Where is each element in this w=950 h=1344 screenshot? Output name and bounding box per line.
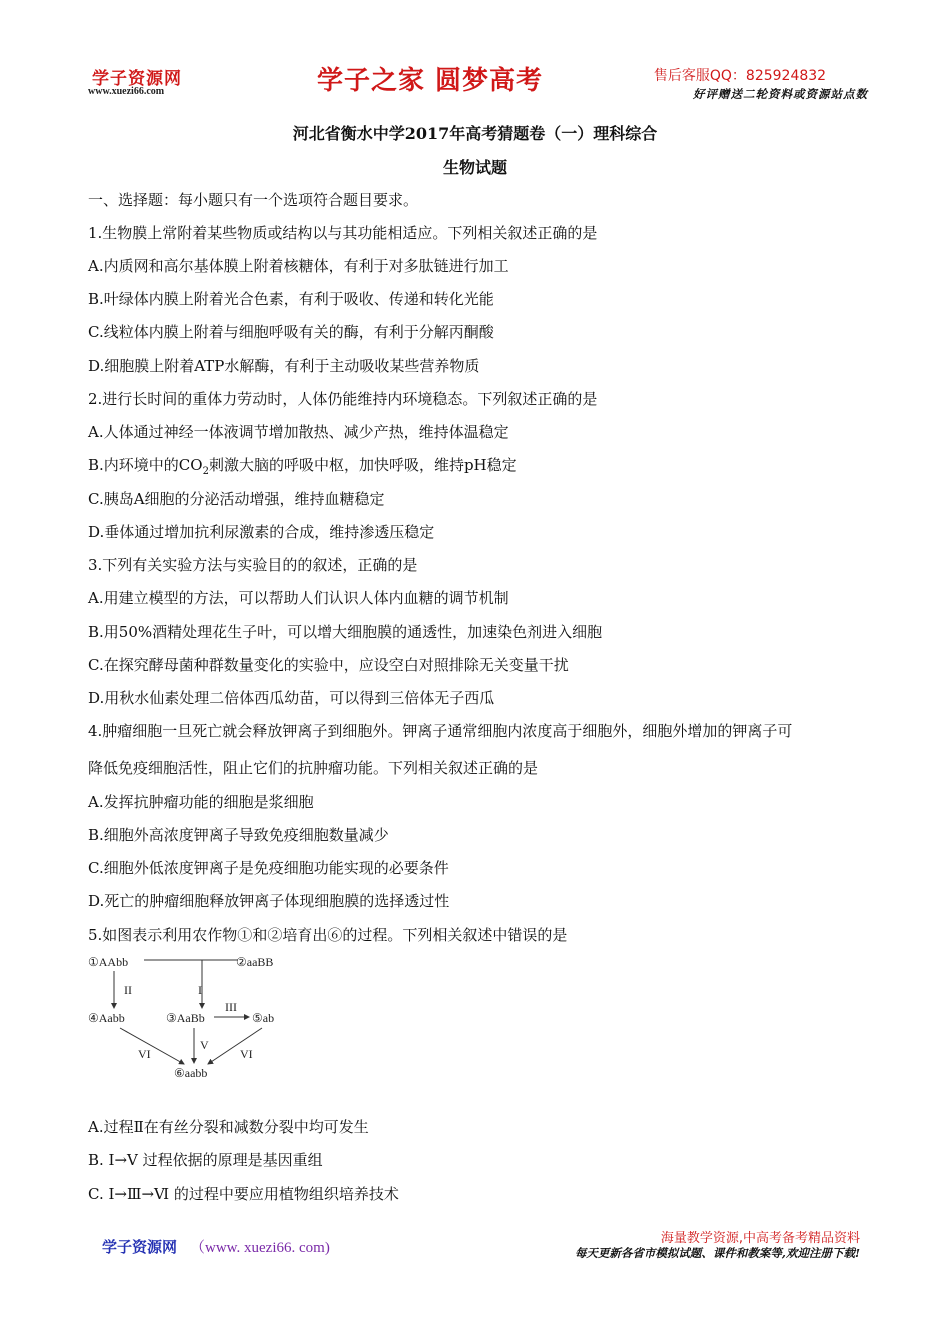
q2-option-d: D.垂体通过增加抗利尿激素的合成，维持渗透压稳定 — [88, 523, 435, 541]
q3-stem: 3.下列有关实验方法与实验目的的叙述，正确的是 — [88, 556, 418, 574]
label-ii: II — [124, 983, 132, 997]
service-qq-text: 售后客服QQ：825924832 — [653, 68, 827, 84]
q2-stem: 2.进行长时间的重体力劳动时，人体仍能维持内环境稳态。下列叙述正确的是 — [88, 390, 598, 408]
node-5: ⑤ab — [252, 1011, 275, 1025]
q5-option-c: C. Ⅰ→Ⅲ→Ⅵ 的过程中要应用植物组织培养技术 — [88, 1185, 399, 1203]
site-logo-text[interactable]: 学子资源网 — [92, 69, 182, 89]
q2-option-c: C.胰岛A细胞的分泌活动增强，维持血糖稳定 — [88, 490, 385, 508]
node-6: ⑥aabb — [174, 1066, 208, 1080]
node-1: ①AAbb — [88, 955, 129, 969]
q2-option-b-pre: B.内环境中的CO — [88, 456, 203, 474]
q1-option-a: A.内质网和高尔基体膜上附着核糖体，有利于对多肽链进行加工 — [88, 257, 509, 275]
q2-option-b-post: 刺激大脑的呼吸中枢，加快呼吸，维持pH稳定 — [208, 456, 517, 474]
section-heading: 一、选择题：每小题只有一个选项符合题目要求。 — [88, 191, 419, 209]
q4-option-d: D.死亡的肿瘤细胞释放钾离子体现细胞膜的选择透过性 — [88, 892, 450, 910]
footer-promo-line2: 每天更新各省市模拟试题、课件和教案等,欢迎注册下载! — [574, 1246, 860, 1260]
document-title: 河北省衡水中学2017年高考猜题卷（一）理科综合 — [292, 124, 658, 143]
co2-subscript: 2 — [202, 466, 209, 477]
q4-option-b: B.细胞外高浓度钾离子导致免疫细胞数量减少 — [88, 826, 389, 844]
q5-stem: 5.如图表示利用农作物①和②培育出⑥的过程。下列相关叙述中错误的是 — [88, 926, 568, 944]
label-vi-left: VI — [138, 1047, 151, 1061]
footer-url-link[interactable]: （www. xuezi66. com) — [190, 1240, 330, 1256]
node-3: ③AaBb — [166, 1011, 205, 1025]
node-4: ④Aabb — [88, 1011, 125, 1025]
q2-option-b — [88, 454, 517, 477]
q1-option-c: C.线粒体内膜上附着与细胞呼吸有关的酶，有利于分解丙酮酸 — [88, 323, 494, 341]
q3-option-a: A.用建立模型的方法，可以帮助人们认识人体内血糖的调节机制 — [88, 589, 509, 607]
node-2: ②aaBB — [236, 955, 274, 969]
q4-stem-line1: 4.肿瘤细胞一旦死亡就会释放钾离子到细胞外。钾离子通常细胞内浓度高于细胞外，细胞外增加的钾离子可 — [88, 722, 793, 740]
q3-option-d: D.用秋水仙素处理二倍体西瓜幼苗，可以得到三倍体无子西瓜 — [88, 689, 495, 707]
footer-brand[interactable]: 学子资源网 — [102, 1238, 178, 1256]
q5-option-a: A.过程Ⅱ在有丝分裂和减数分裂中均可发生 — [88, 1118, 369, 1136]
site-logo-url[interactable]: www.xuezi66.com — [88, 86, 165, 97]
header-slogan: 好评赠送二轮资料或资源站点数 — [693, 87, 868, 101]
q3-option-c: C.在探究酵母菌种群数量变化的实验中，应设空白对照排除无关变量干扰 — [88, 656, 569, 674]
label-iii: III — [225, 1000, 237, 1014]
label-vi-right: VI — [240, 1047, 253, 1061]
q1-option-b: B.叶绿体内膜上附着光合色素，有利于吸收、传递和转化光能 — [88, 290, 494, 308]
center-banner-logo: 学子之家 圆梦高考 — [316, 66, 544, 96]
q3-option-b: B.用50%酒精处理花生子叶，可以增大细胞膜的通透性，加速染色剂进入细胞 — [88, 623, 603, 641]
document-subtitle: 生物试题 — [442, 158, 507, 177]
label-i: I — [198, 983, 202, 997]
q1-option-d: D.细胞膜上附着ATP水解酶，有利于主动吸收某些营养物质 — [88, 357, 480, 375]
q4-option-c: C.细胞外低浓度钾离子是免疫细胞功能实现的必要条件 — [88, 859, 449, 877]
breeding-process-diagram — [86, 950, 306, 1090]
label-v: V — [200, 1038, 209, 1052]
q1-stem: 1.生物膜上常附着某些物质或结构以与其功能相适应。下列相关叙述正确的是 — [88, 224, 598, 242]
arrow-vi-right — [208, 1028, 262, 1064]
arrow-vi-left — [120, 1028, 184, 1064]
q5-option-b: B. Ⅰ→Ⅴ 过程依据的原理是基因重组 — [88, 1151, 323, 1169]
footer-promo-line1: 海量教学资源,中高考备考精品资料 — [660, 1231, 860, 1246]
q4-stem-line2: 降低免疫细胞活性，阻止它们的抗肿瘤功能。下列相关叙述正确的是 — [88, 759, 539, 777]
q2-option-a: A.人体通过神经一体液调节增加散热、减少产热，维持体温稳定 — [88, 423, 509, 441]
arrow-i-from-1 — [144, 960, 202, 1008]
q4-option-a: A.发挥抗肿瘤功能的细胞是浆细胞 — [88, 793, 314, 811]
